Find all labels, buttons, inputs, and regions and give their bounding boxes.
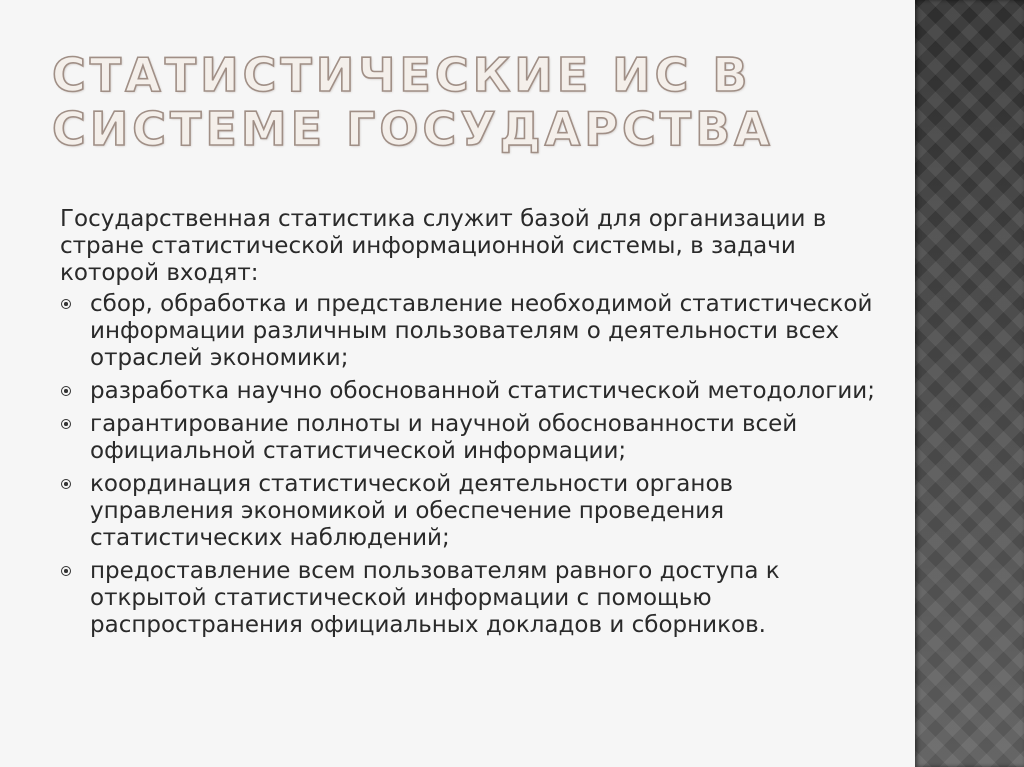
circled-dot-icon (61, 479, 71, 489)
list-item-text: сбор, обработка и представление необходимой статистической информации различным пользователям о деятельности всех отраслей экономики; (90, 291, 873, 371)
list-item (60, 291, 880, 372)
list-item-text: координация статистической деятельности органов управления экономикой и обеспечение проведения статистических наблюдений; (90, 471, 734, 551)
list-item-text: гарантирование полноты и научной обоснованности всей официальной статистической информации; (90, 411, 798, 464)
list-item (60, 471, 880, 552)
circled-dot-icon (61, 299, 71, 309)
list-item-text: предоставление всем пользователям равного доступа к открытой статистической информации с помощью распространения официальных докладов и сборников. (90, 558, 780, 638)
intro-paragraph: Государственная статистика служит базой для организации в стране статистической информационной системы, в задачи которой входят: (60, 206, 827, 286)
list-item (60, 411, 880, 465)
slide-body (60, 206, 880, 645)
list-item (60, 558, 880, 639)
list-item-text: разработка научно обоснованной статистической методологии; (90, 378, 875, 404)
decorative-side-panel (915, 0, 1024, 767)
bullet-list (60, 291, 880, 639)
slide-title: СТАТИСТИЧЕСКИЕ ИС В СИСТЕМЕ ГОСУДАРСТВА (52, 48, 774, 156)
circled-dot-icon (61, 566, 71, 576)
circled-dot-icon (61, 386, 71, 396)
circled-dot-icon (61, 419, 71, 429)
list-item (60, 378, 880, 405)
